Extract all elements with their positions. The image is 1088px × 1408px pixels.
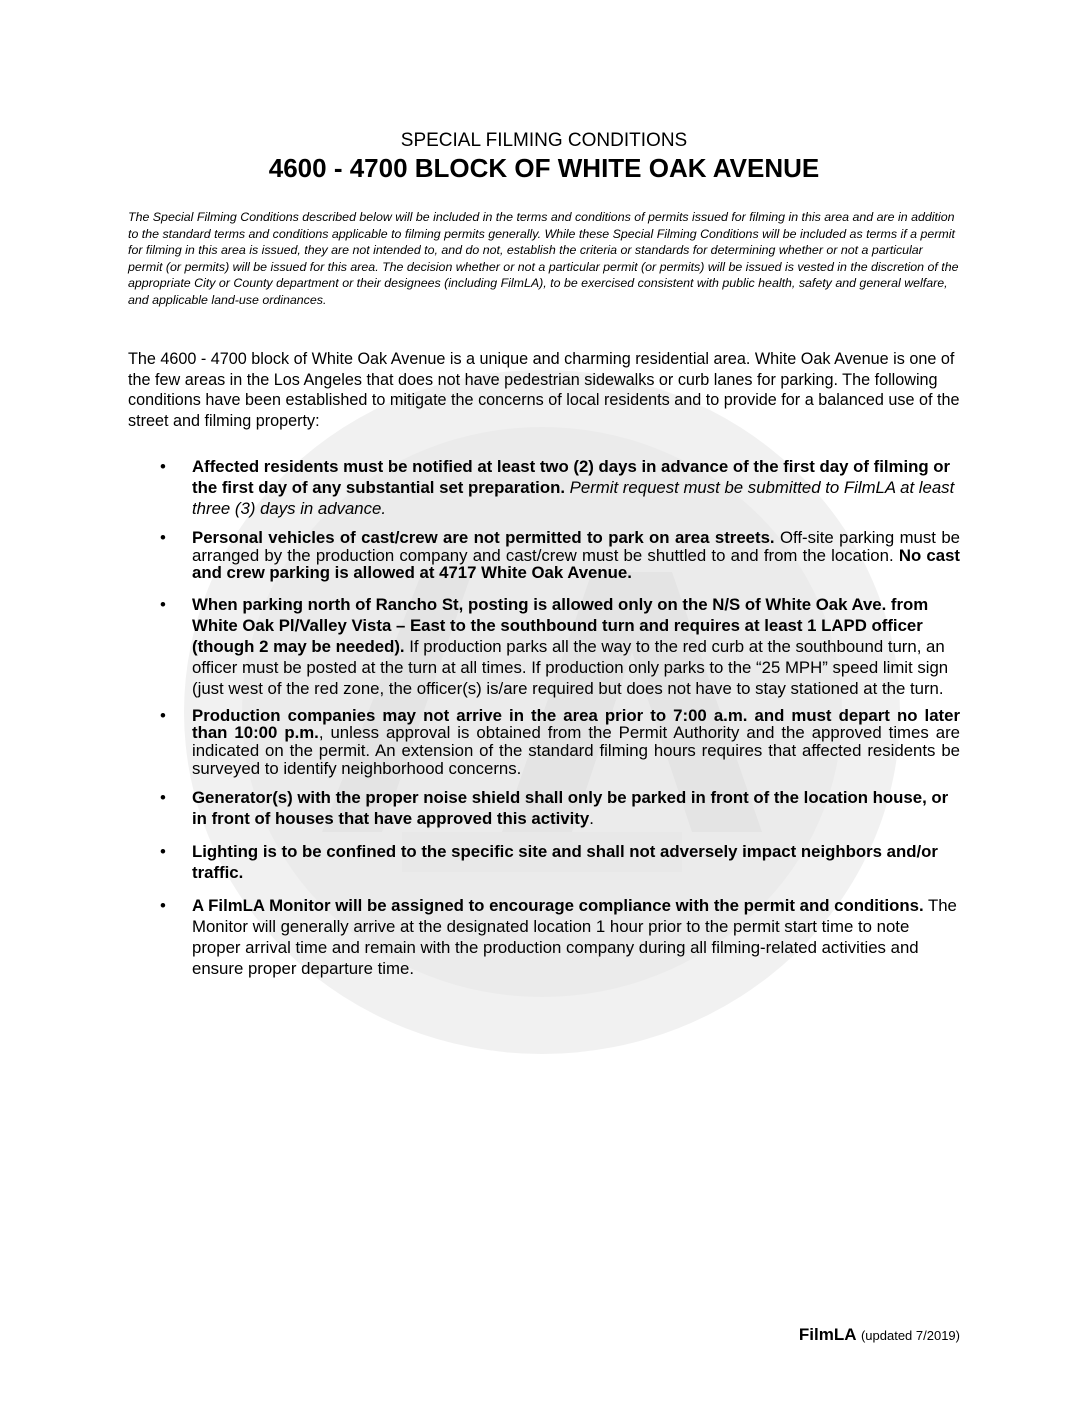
bullet-icon: • — [160, 457, 166, 476]
condition-item — [0, 456, 960, 519]
bullet-icon: • — [160, 594, 166, 614]
condition-bold-text: Personal vehicles of cast/crew are not permitted to park on area streets. — [192, 528, 775, 547]
condition-italic-text: Permit request must be submitted to FilmLA at least three (3) days in advance. — [192, 478, 955, 518]
condition-item — [0, 895, 960, 979]
condition-item — [0, 594, 960, 699]
document-title: 4600 - 4700 BLOCK OF WHITE OAK AVENUE — [268, 153, 820, 183]
condition-bold-text: Affected residents must be notified at least two (2) days in advance of the first day of filming or the first day of any substantial set preparation. — [192, 457, 951, 497]
condition-item — [0, 787, 960, 829]
condition-bold-text: Generator(s) with the proper noise shield shall only be parked in front of the location house, or in front of houses that have approved this activity — [192, 788, 949, 829]
condition-text: Off-site parking must be arranged by the production company and cast/crew must be shuttled to and from the location. — [192, 528, 961, 565]
condition-bold-text: No cast and crew parking is allowed at 4717 White Oak Avenue. — [192, 545, 960, 583]
conditions-list — [0, 456, 1088, 979]
condition-bold-text: Production companies may not arrive in the area prior to 7:00 a.m. and must depart no later than 10:00 p.m. — [192, 705, 960, 743]
disclaimer-paragraph: The Special Filming Conditions described below will be included in the terms and conditions of permits issued for filming in this area and are in addition to the standard terms and conditions applicable to filming permits generally. While these Special Filming Conditions will be included as terms if a permit for filming in this area is issued, they are not intended to, and do not, establish the criteria or standards for determining whether or not a particular permit (or permits) will be issued for this area. The decision whether or not a particular permit (or permits) will be issued is vested in the discretion of the appropriate City or County department or their designees (including FilmLA), to be exercised consistent with public health, safety and general welfare, and applicable land-use ordinances. — [128, 210, 959, 307]
document-footer — [799, 1325, 960, 1345]
document-kicker: SPECIAL FILMING CONDITIONS — [400, 130, 688, 151]
bullet-icon: • — [160, 528, 166, 547]
bullet-icon: • — [160, 896, 166, 916]
condition-bold-text: A FilmLA Monitor will be assigned to encourage compliance with the permit and conditions. — [192, 896, 924, 916]
condition-item — [0, 707, 960, 777]
condition-text: . — [589, 809, 594, 829]
bullet-icon: • — [160, 842, 166, 862]
condition-text: The Monitor will generally arrive at the designated location 1 hour prior to the permit start time to note proper arrival time and remain with the production company during all filming-related activities and ensure proper departure time. — [192, 896, 957, 979]
bullet-icon: • — [160, 788, 166, 808]
footer-brand: FilmLA — [798, 1325, 857, 1344]
condition-item — [0, 529, 960, 582]
intro-paragraph: The 4600 - 4700 block of White Oak Avenue is a unique and charming residential area. White Oak Avenue is one of the few areas in the Los Angeles that does not have pedestrian sidewalks or curb lanes for parking. The following conditions have been established to mitigate the concerns of local residents and to provide for a balanced use of the street and filming property: — [128, 350, 960, 430]
footer-updated-date: (updated 7/2019) — [860, 1328, 960, 1343]
condition-bold-text: Lighting is to be confined to the specific site and shall not adversely impact neighbors and/or traffic. — [192, 842, 938, 883]
bullet-icon: • — [160, 705, 166, 725]
condition-text: If production parks all the way to the red curb at the southbound turn, an officer must be posted at the turn at all times. If production only parks to the “25 MPH” speed limit sign (just west of the red zone, the officer(s) is/are required but does not have to stay stationed at the turn. — [192, 636, 949, 698]
condition-text: , unless approval is obtained from the Permit Authority and the approved times are indicated on the permit. An extension of the standard filming hours requires that affected residents be surveyed to identify neighborhood concerns. — [192, 723, 960, 778]
condition-item — [0, 841, 960, 883]
condition-bold-text: When parking north of Rancho St, posting is allowed only on the N/S of White Oak Ave. from White Oak Pl/Valley Vista – East to the southbound turn and requires at least 1 LAPD officer (though 2 may be needed). — [192, 594, 929, 656]
